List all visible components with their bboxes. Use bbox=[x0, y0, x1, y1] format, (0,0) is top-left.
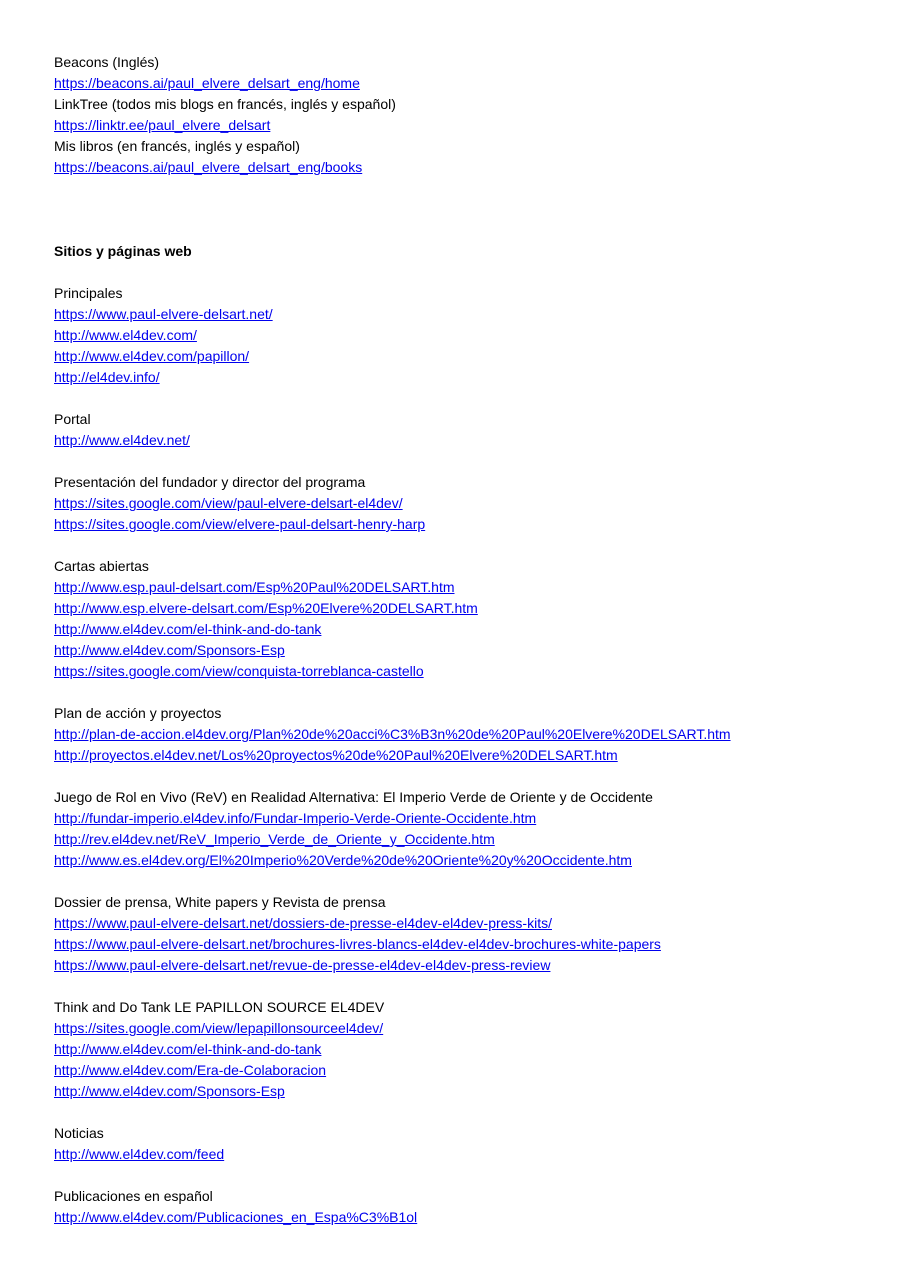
group-link[interactable]: http://www.el4dev.com/Publicaciones_en_Espa%C3%B1ol bbox=[54, 1209, 418, 1225]
link-line bbox=[54, 661, 865, 682]
link-line bbox=[54, 1144, 865, 1165]
link-groups bbox=[54, 283, 865, 1228]
group-link[interactable]: https://sites.google.com/view/lepapillonsourceel4dev/ bbox=[54, 1020, 384, 1036]
group-link[interactable]: http://rev.el4dev.net/ReV_Imperio_Verde_de_Oriente_y_Occidente.htm bbox=[54, 831, 495, 847]
link-line bbox=[54, 829, 865, 850]
group-link[interactable]: http://www.el4dev.com/el-think-and-do-tank bbox=[54, 621, 322, 637]
link-group bbox=[54, 997, 865, 1102]
link-group bbox=[54, 1123, 865, 1165]
group-link[interactable]: https://www.paul-elvere-delsart.net/ bbox=[54, 306, 273, 322]
link-group bbox=[54, 283, 865, 388]
group-link[interactable]: http://www.es.el4dev.org/El%20Imperio%20Verde%20de%20Oriente%20y%20Occidente.htm bbox=[54, 852, 632, 868]
group-link[interactable]: https://sites.google.com/view/elvere-paul-delsart-henry-harp bbox=[54, 516, 426, 532]
link-line bbox=[54, 745, 865, 766]
link-line bbox=[54, 115, 865, 136]
intro-label: LinkTree (todos mis blogs en francés, inglés y español) bbox=[54, 96, 396, 112]
intro-link[interactable]: https://linktr.ee/paul_elvere_delsart bbox=[54, 117, 271, 133]
link-line bbox=[54, 325, 865, 346]
intro-links bbox=[54, 52, 865, 178]
group-title: Noticias bbox=[54, 1125, 104, 1141]
group-title: Portal bbox=[54, 411, 91, 427]
group-link[interactable]: http://www.el4dev.com/feed bbox=[54, 1146, 225, 1162]
group-title: Presentación del fundador y director del programa bbox=[54, 474, 366, 490]
link-line bbox=[54, 430, 865, 451]
group-title: Cartas abiertas bbox=[54, 558, 149, 574]
group-link[interactable]: http://fundar-imperio.el4dev.info/Fundar-Imperio-Verde-Oriente-Occidente.htm bbox=[54, 810, 537, 826]
group-link[interactable]: http://www.el4dev.com/Era-de-Colaboracion bbox=[54, 1062, 327, 1078]
link-line bbox=[54, 1207, 865, 1228]
group-link[interactable]: https://sites.google.com/view/conquista-torreblanca-castello bbox=[54, 663, 424, 679]
link-group bbox=[54, 472, 865, 535]
link-line bbox=[54, 1081, 865, 1102]
intro-link[interactable]: https://beacons.ai/paul_elvere_delsart_eng/home bbox=[54, 75, 360, 91]
group-link[interactable]: http://www.esp.elvere-delsart.com/Esp%20Elvere%20DELSART.htm bbox=[54, 600, 478, 616]
intro-label: Mis libros (en francés, inglés y español) bbox=[54, 138, 300, 154]
link-group bbox=[54, 1186, 865, 1228]
group-link[interactable]: http://www.el4dev.net/ bbox=[54, 432, 190, 448]
link-group bbox=[54, 556, 865, 682]
group-title: Plan de acción y proyectos bbox=[54, 705, 222, 721]
link-line bbox=[54, 73, 865, 94]
group-link[interactable]: http://plan-de-accion.el4dev.org/Plan%20de%20acci%C3%B3n%20de%20Paul%20Elvere%20DELSART.htm bbox=[54, 726, 731, 742]
link-line bbox=[54, 934, 865, 955]
group-link[interactable]: http://el4dev.info/ bbox=[54, 369, 160, 385]
group-link[interactable]: http://www.el4dev.com/el-think-and-do-tank bbox=[54, 1041, 322, 1057]
link-group bbox=[54, 409, 865, 451]
group-title: Think and Do Tank LE PAPILLON SOURCE EL4DEV bbox=[54, 999, 385, 1015]
link-group bbox=[54, 787, 865, 871]
group-link[interactable]: https://www.paul-elvere-delsart.net/dossiers-de-presse-el4dev-el4dev-press-kits/ bbox=[54, 915, 552, 931]
group-title: Juego de Rol en Vivo (ReV) en Realidad Alternativa: El Imperio Verde de Oriente y de Occidente bbox=[54, 789, 653, 805]
group-link[interactable]: https://www.paul-elvere-delsart.net/revue-de-presse-el4dev-el4dev-press-review bbox=[54, 957, 551, 973]
group-link[interactable]: http://www.el4dev.com/Sponsors-Esp bbox=[54, 1083, 285, 1099]
link-line bbox=[54, 1060, 865, 1081]
link-line bbox=[54, 367, 865, 388]
link-line bbox=[54, 808, 865, 829]
link-line bbox=[54, 346, 865, 367]
group-link[interactable]: http://www.el4dev.com/papillon/ bbox=[54, 348, 250, 364]
link-line bbox=[54, 724, 865, 745]
link-line bbox=[54, 955, 865, 976]
group-link[interactable]: https://www.paul-elvere-delsart.net/brochures-livres-blancs-el4dev-el4dev-brochures-white-papers bbox=[54, 936, 661, 952]
link-line bbox=[54, 493, 865, 514]
group-link[interactable]: http://www.el4dev.com/ bbox=[54, 327, 197, 343]
link-group bbox=[54, 703, 865, 766]
group-link[interactable]: http://www.esp.paul-delsart.com/Esp%20Paul%20DELSART.htm bbox=[54, 579, 455, 595]
link-line bbox=[54, 304, 865, 325]
link-group bbox=[54, 892, 865, 976]
link-line bbox=[54, 598, 865, 619]
link-line bbox=[54, 913, 865, 934]
group-link[interactable]: http://proyectos.el4dev.net/Los%20proyectos%20de%20Paul%20Elvere%20DELSART.htm bbox=[54, 747, 618, 763]
link-line bbox=[54, 850, 865, 871]
intro-link[interactable]: https://beacons.ai/paul_elvere_delsart_eng/books bbox=[54, 159, 363, 175]
section-heading: Sitios y páginas web bbox=[54, 243, 192, 259]
group-title: Principales bbox=[54, 285, 123, 301]
intro-label: Beacons (Inglés) bbox=[54, 54, 160, 70]
group-title: Dossier de prensa, White papers y Revista de prensa bbox=[54, 894, 386, 910]
group-link[interactable]: http://www.el4dev.com/Sponsors-Esp bbox=[54, 642, 285, 658]
link-line bbox=[54, 577, 865, 598]
link-line bbox=[54, 514, 865, 535]
group-link[interactable]: https://sites.google.com/view/paul-elvere-delsart-el4dev/ bbox=[54, 495, 403, 511]
link-line bbox=[54, 157, 865, 178]
link-line bbox=[54, 619, 865, 640]
link-line bbox=[54, 640, 865, 661]
group-title: Publicaciones en español bbox=[54, 1188, 213, 1204]
link-line bbox=[54, 1018, 865, 1039]
link-line bbox=[54, 1039, 865, 1060]
